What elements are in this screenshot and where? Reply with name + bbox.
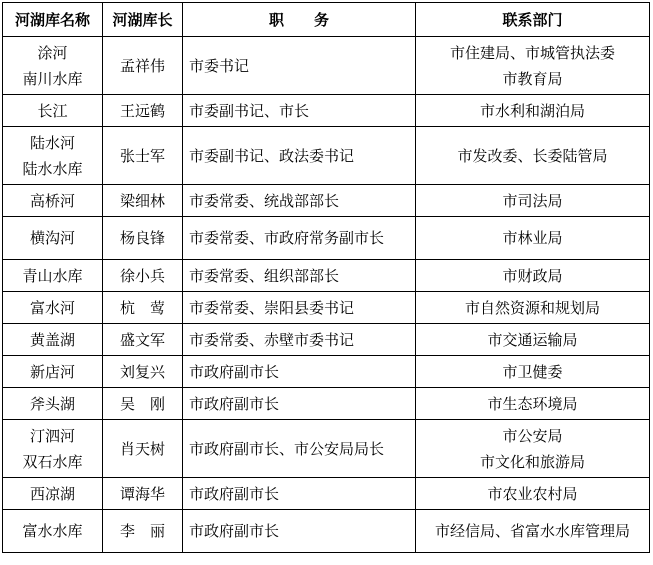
cell-chief: 徐小兵 xyxy=(103,260,183,292)
cell-dept-line: 市教育局 xyxy=(502,69,563,88)
cell-post: 市委常委、统战部部长 xyxy=(183,185,416,217)
cell-name: 富水水库 xyxy=(3,510,103,553)
cell-dept: 市农业农村局 xyxy=(416,478,650,510)
table-row xyxy=(3,510,650,553)
table-row xyxy=(3,324,650,356)
cell-name-line: 陆水河 xyxy=(29,133,75,152)
cell-name-line: 双石水库 xyxy=(22,452,83,471)
cell-dept: 市水利和湖泊局 xyxy=(416,95,650,127)
cell-dept: 市财政局 xyxy=(416,260,650,292)
table-row xyxy=(3,292,650,324)
table-row xyxy=(3,478,650,510)
table-row xyxy=(3,127,650,185)
cell-chief: 盛文军 xyxy=(103,324,183,356)
cell-chief: 梁细林 xyxy=(103,185,183,217)
cell-name: 横沟河 xyxy=(3,217,103,260)
cell-name xyxy=(3,37,103,95)
cell-post: 市政府副市长 xyxy=(183,356,416,388)
cell-name-line: 涂河 xyxy=(37,43,68,62)
cell-name xyxy=(3,127,103,185)
cell-chief: 王远鹤 xyxy=(103,95,183,127)
table-header-row xyxy=(3,3,650,37)
table-row xyxy=(3,388,650,420)
cell-chief: 李 丽 xyxy=(103,510,183,553)
cell-dept: 市经信局、省富水水库管理局 xyxy=(416,510,650,553)
cell-dept-line: 市公安局 xyxy=(502,426,563,445)
cell-post: 市委常委、组织部部长 xyxy=(183,260,416,292)
cell-dept: 市林业局 xyxy=(416,217,650,260)
cell-name xyxy=(3,420,103,478)
cell-dept: 市司法局 xyxy=(416,185,650,217)
cell-dept: 市生态环境局 xyxy=(416,388,650,420)
table-row xyxy=(3,95,650,127)
cell-name: 斧头湖 xyxy=(3,388,103,420)
header-post: 职 务 xyxy=(183,3,416,37)
table-row xyxy=(3,260,650,292)
cell-post: 市委常委、崇阳县委书记 xyxy=(183,292,416,324)
table-row xyxy=(3,356,650,388)
cell-post: 市政府副市长 xyxy=(183,510,416,553)
header-name: 河湖库名称 xyxy=(3,3,103,37)
table-row xyxy=(3,420,650,478)
cell-post: 市委常委、市政府常务副市长 xyxy=(183,217,416,260)
cell-post: 市政府副市长 xyxy=(183,478,416,510)
cell-dept-line: 市文化和旅游局 xyxy=(479,452,585,471)
cell-chief: 吴 刚 xyxy=(103,388,183,420)
cell-chief: 孟祥伟 xyxy=(103,37,183,95)
cell-chief: 刘复兴 xyxy=(103,356,183,388)
cell-dept xyxy=(416,37,650,95)
cell-dept: 市自然资源和规划局 xyxy=(416,292,650,324)
cell-post: 市委副书记、市长 xyxy=(183,95,416,127)
cell-dept-line: 市住建局、市城管执法委 xyxy=(449,43,615,62)
cell-post: 市委副书记、政法委书记 xyxy=(183,127,416,185)
cell-post: 市政府副市长 xyxy=(183,388,416,420)
cell-dept: 市发改委、长委陆管局 xyxy=(416,127,650,185)
cell-name: 青山水库 xyxy=(3,260,103,292)
cell-name: 新店河 xyxy=(3,356,103,388)
cell-name: 黄盖湖 xyxy=(3,324,103,356)
cell-dept: 市卫健委 xyxy=(416,356,650,388)
table-row xyxy=(3,37,650,95)
cell-name: 富水河 xyxy=(3,292,103,324)
cell-chief: 肖天树 xyxy=(103,420,183,478)
cell-post: 市委书记 xyxy=(183,37,416,95)
cell-name: 长江 xyxy=(3,95,103,127)
cell-chief: 张士军 xyxy=(103,127,183,185)
table-row xyxy=(3,185,650,217)
cell-name: 高桥河 xyxy=(3,185,103,217)
river-chief-table xyxy=(2,2,650,553)
header-chief: 河湖库长 xyxy=(103,3,183,37)
cell-name: 西凉湖 xyxy=(3,478,103,510)
cell-name-line: 南川水库 xyxy=(22,69,83,88)
cell-chief: 杭 莺 xyxy=(103,292,183,324)
cell-post: 市政府副市长、市公安局局长 xyxy=(183,420,416,478)
cell-chief: 谭海华 xyxy=(103,478,183,510)
cell-name-line: 汀泗河 xyxy=(29,426,75,445)
table-row xyxy=(3,217,650,260)
cell-chief: 杨良锋 xyxy=(103,217,183,260)
cell-dept: 市交通运输局 xyxy=(416,324,650,356)
header-dept: 联系部门 xyxy=(416,3,650,37)
cell-name-line: 陆水水库 xyxy=(22,159,83,178)
cell-dept xyxy=(416,420,650,478)
cell-post: 市委常委、赤壁市委书记 xyxy=(183,324,416,356)
